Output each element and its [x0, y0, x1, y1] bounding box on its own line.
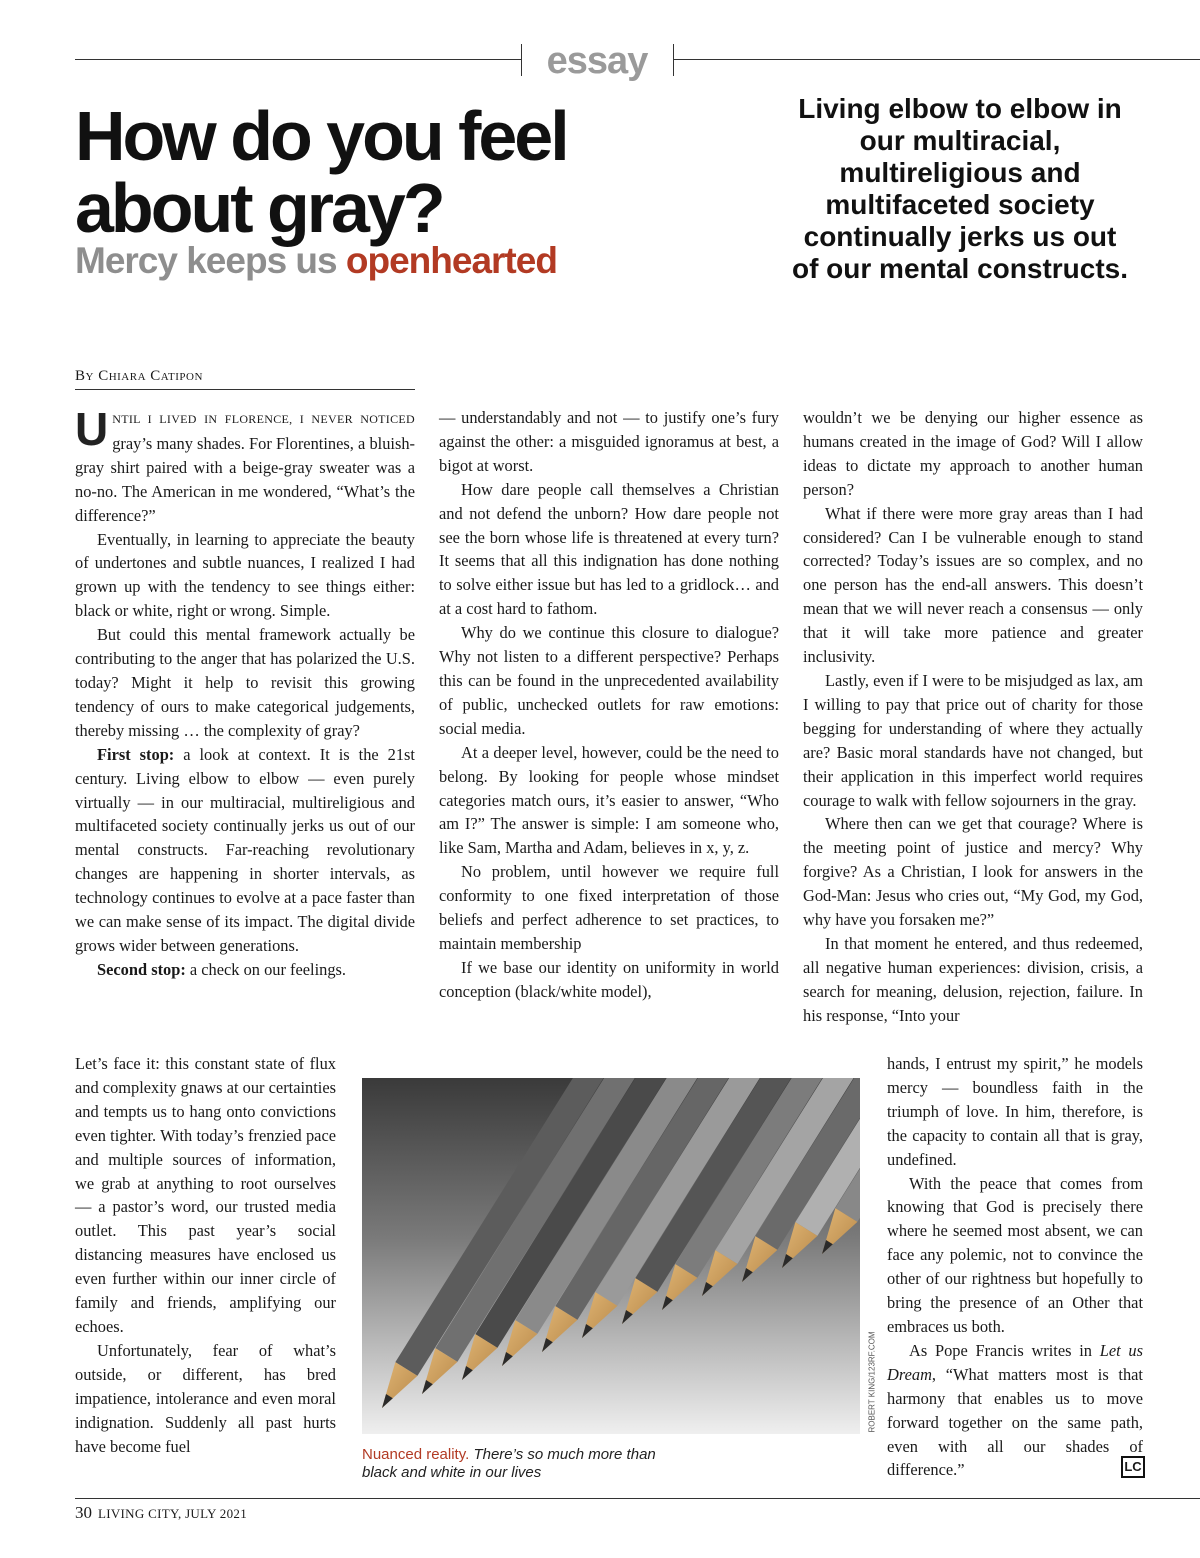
paragraph: Why do we continue this closure to dialogue? Why not listen to a different perspective? Perhaps this can be found in the unprecedented availability of public, unchecked outlets for raw emotions: social media. [439, 623, 779, 738]
paragraph: But could this mental framework actually be contributing to the anger that has polarized the U.S. today? Might it help to revisit this growing tendency of ours to make categorical judgements, thereby missing … the complexity of gray? [75, 625, 415, 740]
section-header [75, 40, 1200, 82]
rule-tick-right [673, 44, 674, 76]
paragraph: In that moment he entered, and thus redeemed, all negative human experiences: division, crisis, a search for meaning, delusion, rejection, failure. In his response, “Into your [803, 933, 1143, 1025]
paragraph [75, 743, 415, 958]
rule-right [673, 59, 1200, 60]
column-3 [803, 406, 1143, 1028]
lead-in: NTIL I LIVED IN FLORENCE, I NEVER NOTICED [112, 412, 415, 426]
paragraph-text: , “What matters most is that harmony that enables us to move forward together on the same path, even with all our shades of difference.” [887, 1364, 1143, 1480]
book-title: Let us Dream [887, 1340, 1143, 1384]
paragraph-text: a look at context. It is the 21st century. Living elbow to elbow — even purely virtually — in our multiracial, multireligious and multifaceted society continually jerks us out of our mental constructs. Far-reaching revolutionary changes are happening in shorter intervals, as technology continues to evolve at a pace faster than we can make sense of its impact. The digital divide grows wider between generations. [75, 744, 415, 955]
column-1-continued [75, 1052, 336, 1458]
paragraph: At a deeper level, however, could be the need to belong. By looking for people whose mindset categories match ours, it’s easier to answer, “Who am I?” The answer is simple: I am someone who, like Sam, Martha and Adam, believes in x, y, z. [439, 742, 779, 858]
paragraph [75, 403, 415, 528]
paragraph-text: gray’s many shades. For Florentines, a bluish-gray shirt paired with a beige-gray sweater was a no-no. The American in me wondered, “What’s the difference?” [75, 433, 415, 525]
paragraph [887, 1339, 1143, 1482]
photo-caption [362, 1446, 662, 1482]
publication-info: LIVING CITY, JULY 2021 [98, 1506, 248, 1521]
paragraph: Lastly, even if I were to be misjudged as lax, am I willing to pay that price out of charity for those begging for understanding of where they actually are? Basic moral standards have not changed, but their application in this imperfect world requires courage to walk with fellow sojourners in the gray. [803, 670, 1143, 810]
article-subtitle [75, 240, 715, 282]
caption-text: There’s so much more than black and white in our lives [362, 1446, 656, 1481]
paragraph: wouldn’t we be denying our higher essence as humans created in the image of God? Will I allow ideas to dictate my approach to another human person? [803, 408, 1143, 499]
paragraph: Where then can we get that courage? Where is the meeting point of justice and mercy? Why forgive? As a Christian, I look for answers in the God-Man: Jesus who cries out, “My God, my God, why have you forsaken me?” [803, 814, 1143, 930]
photo-credit [860, 1331, 878, 1436]
subtitle-accent: openhearted [345, 240, 557, 281]
byline: By Chiara Catipon [75, 368, 415, 390]
caption-lead: Nuanced reality. [362, 1446, 470, 1463]
subhead-second-stop: Second stop: [97, 959, 186, 979]
pencils-illustration [362, 1078, 860, 1434]
page-footer [75, 1503, 247, 1523]
paragraph: If we base our identity on uniformity in world conception (black/white model), [439, 957, 779, 1001]
paragraph: What if there were more gray areas than I had considered? Can I be vulnerable enough to stand corrected? Today’s issues are so complex, and no one person has the end-all answers. This doesn’t mean that we will never reach a consensus — only that it will take more patience and greater inclusivity. [803, 503, 1143, 667]
article-title: How do you feel about gray? [75, 97, 567, 247]
paragraph [75, 958, 415, 982]
paragraph: — understandably and not — to justify one’s fury against the other: a misguided ignoramus at best, a bigot at worst. [439, 408, 779, 475]
rule-left [75, 59, 521, 60]
drop-cap: U [75, 403, 109, 455]
paragraph: hands, I entrust my spirit,” he models mercy — boundless faith in the triumph of love. In him, therefore, is the capacity to contain all that is gray, undefined. [887, 1054, 1143, 1169]
column-3-continued [887, 1052, 1143, 1482]
column-2 [439, 406, 779, 1004]
column-1 [75, 403, 415, 982]
subhead-first-stop: First stop: [97, 744, 175, 764]
paragraph: With the peace that comes from knowing that God is precisely there where he seemed most absent, we can face any polemic, not to convince the other of our rightness but hopefully to bring the presence of an Other that embraces us both. [887, 1173, 1143, 1336]
paragraph: How dare people call themselves a Christian and not defend the unborn? How dare people not see the born whose life is threatened at every turn? It seems that all this indignation has done nothing to solve either issue but has led to a gridlock… and at a cost hard to fathom. [439, 479, 779, 619]
paragraph: Eventually, in learning to appreciate the beauty of undertones and subtle nuances, I realized I had grown up with the tendency to see things either: black or white, right or wrong. Simple. [75, 529, 415, 621]
end-mark-logo: LC [1121, 1456, 1145, 1478]
pull-quote: Living elbow to elbow in our multiracial, multireligious and multifaceted society continually jerks us out of our mental constructs. [791, 93, 1129, 284]
subtitle-lead: Mercy keeps us [75, 240, 346, 281]
paragraph: Unfortunately, fear of what’s outside, or different, has bred impatience, intolerance and even moral indignation. Suddenly all past hurts have become fuel [75, 1340, 336, 1456]
section-label: essay [546, 40, 648, 82]
paragraph: No problem, until however we require full conformity to one fixed interpretation of those beliefs and perfect adherence to set practices, to maintain membership [439, 862, 779, 953]
paragraph-text: a check on our feelings. [185, 959, 346, 979]
paragraph: Let’s face it: this constant state of flux and complexity gnaws at our certainties and tempts us to hang onto convictions even tighter. With today’s frenzied pace and multiple sources of information, we grab at anything to root ourselves — a pastor’s word, our trusted media outlet. This past year’s social distancing measures have enclosed us even further within our inner circle of family and friends, amplifying our echoes. [75, 1054, 336, 1336]
pencils-photo [362, 1078, 860, 1434]
footer-rule [75, 1498, 1200, 1499]
paragraph-text: As Pope Francis writes in [909, 1340, 1100, 1360]
page-number: 30 [75, 1503, 92, 1522]
photo-credit-text: ROBERT KING/123RF.COM [867, 1331, 877, 1433]
